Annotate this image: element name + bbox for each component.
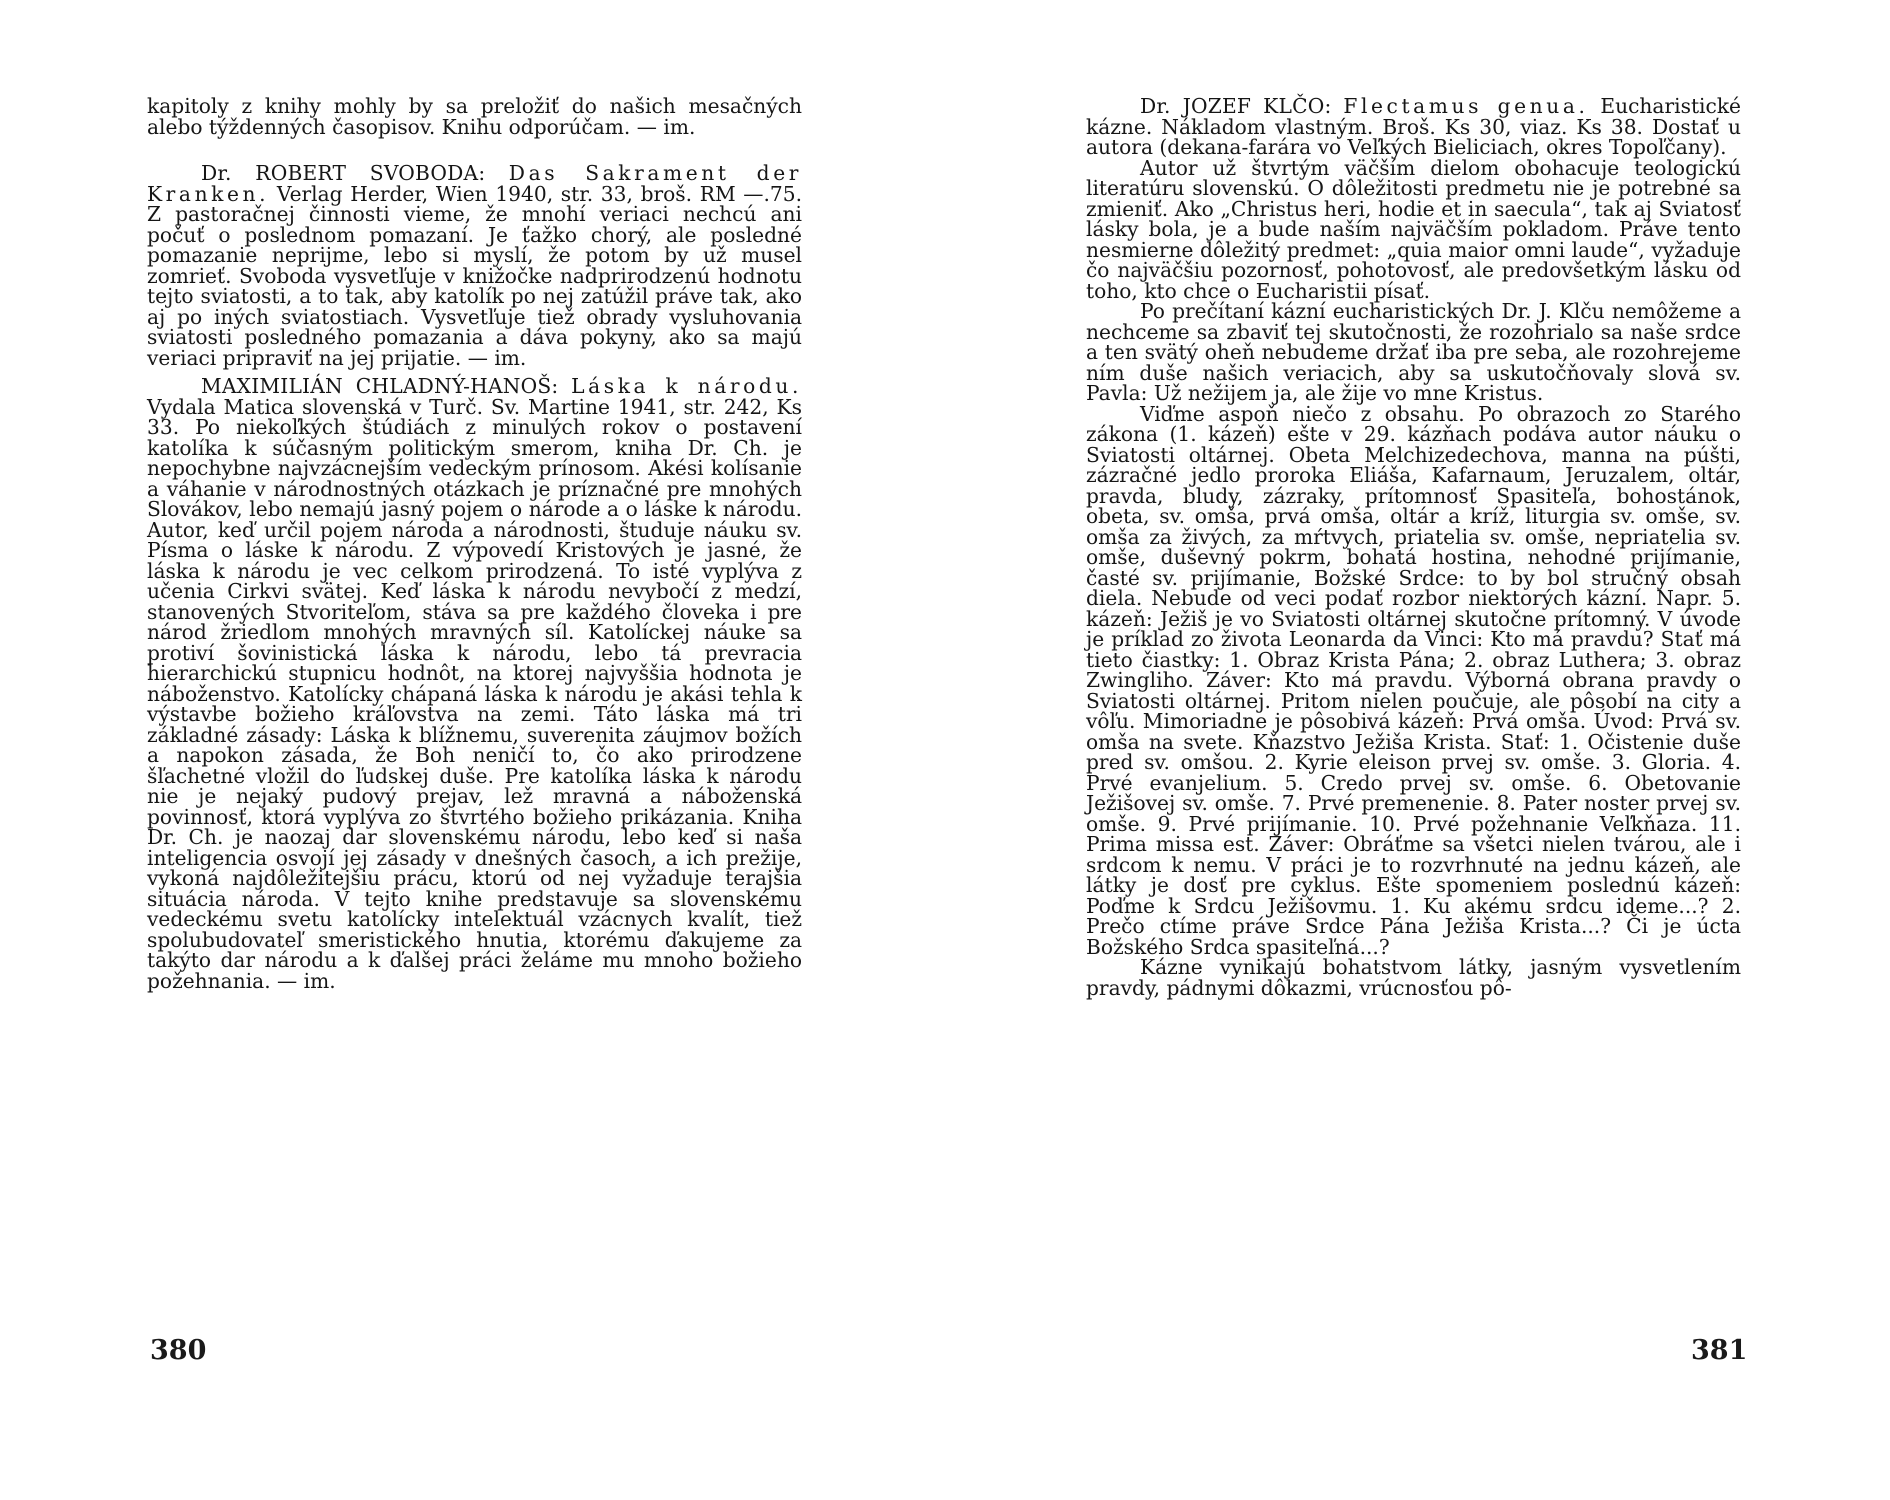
body-paragraph: [1086, 957, 1741, 998]
paragraph-text: kapitoly z knihy mohly by sa preložiť do našich mesačných alebo týždenných časopisov. Knihu odporúčam. — im.: [147, 94, 802, 139]
review-text: Vydala Matica slovenská v Turč. Sv. Martine 1941, str. 242, Ks 33. Po niekoľkých štúdiách z minulých rokov o postavení katolíka k súčasným politickým smerom, kniha Dr. Ch. je nepochybne najvzácnejším vedeckým prínosom. Akési kolísanie a váhanie v národnostných otázkach je príznačné pre mnohých Slovákov, lebo nemajú jasný pojem o národe a o láske k národu. Autor, keď určil pojem národa a národnosti, študuje náuku sv. Písma o láske k národu. Z výpovedí Kristových je jasné, že láska k národu je vec celkom prirodzená. To isté vyplýva z učenia Cirkvi svätej. Keď láska k národu nevybočí z medzí, stanovených Stvoriteľom, stáva sa pre každého človeka i pre národ žriedlom mnohých mravných síl. Katolíckej náuke sa protiví šovinistická láska k národu, lebo tá prevracia hierarchickú stupnicu hodnôt, na ktorej najvyššia hodnota je náboženstvo. Katolícky chápaná láska k národu je akási tehla k výstavbe božieho kráľovstva na zemi. Táto láska má tri základné zásady: Láska k blížnemu, suverenita záujmov božích a napokon zásada, že Boh neničí to, čo ako prirodzene šľachetné vložil do ľudskej duše. Pre katolíka láska k národu nie je nejaký pudový prejav, lež mravná a náboženská povinnosť, ktorá vyplýva zo štvrtého božieho prikázania. Kniha Dr. Ch. je naozaj dar slovenskému národu, lebo keď si naša inteligencia osvojí jej zásady v dnešných časoch, a ich prežije, vykoná najdôležitejšiu prácu, ktorú od nej vyžaduje terajšia situácia národa. V tejto knihe predstavuje sa slovenskému vedeckému svetu katolícky intelektuál vzácnych kvalít, tiež spolubudovateľ smeristického hnutia, ktorému ďakujeme za takýto dar národu a k ďalšej práci želáme mu mnoho božieho požehnania. — im.: [147, 394, 802, 993]
review-book-title: Flectamus genua.: [1343, 94, 1589, 118]
body-paragraph: [1086, 401, 1741, 959]
body-paragraph: [1086, 301, 1741, 404]
review-book-title: Das Sakrament der Kranken.: [147, 161, 803, 206]
paragraph-text: Viďme aspoň niečo z obsahu. Po obrazoch zo Starého zákona (1. kázeň) ešte v 29. kázňach podáva autor náuku o Sviatosti oltárnej. Obeta Melchizedechova, manna na púšti, zázračné jedlo proroka Eliáša, Kafarnaum, Jeruzalem, oltár, pravda, bludy, zázraky, prítomnosť Spasiteľa, bohostánok, obeta, sv. omša, prvá omša, oltár a kríž, liturgia sv. omše, sv. omša za živých, za mŕtvych, priatelia sv. omše, nepriatelia sv. omše, duševný pokrm, bohatá hostina, nehodné prijímanie, časté sv. prijímanie, Božské Srdce: to by bol stručný obsah diela. Nebude od veci podať rozbor niektorých kázní. Napr. 5. kázeň: Ježiš je vo Sviatosti oltárnej skutočne prítomný. V úvode je príklad zo života Leonarda da Vinci: Kto má pravdu? Stať má tieto čiastky: 1. Obraz Krista Pána; 2. obraz Luthera; 3. obraz Zwingliho. Záver: Kto má pravdu. Výborná obrana pravdy o Sviatosti oltárnej. Pritom nielen poučuje, ale pôsobí na city a vôľu. Mimoriadne je pôsobivá kázeň: Prvá omša. Úvod: Prvá sv. omša na svete. Kňazstvo Ježiša Krista. Stať: 1. Očistenie duše pred sv. omšou. 2. Kyrie eleison prvej sv. omše. 3. Gloria. 4. Prvé evanjelium. 5. Credo prvej sv. omše. 6. Obetovanie Ježišovej sv. omše. 7. Prvé premenenie. 8. Pater noster prvej sv. omše. 9. Prvé prijímanie. 10. Prvé požehnanie Veľkňaza. 11. Prima missa est. Záver: Obráťme sa všetci nielen tvárou, ale i srdcom k nemu. V práci je to rozvrhnuté na jednu kázeň, ale látky je dosť pre cyklus. Ešte spomeniem poslednú kázeň: Poďme k Srdcu Ježišovmu. 1. Ku akému srdcu ideme...? 2. Prečo ctíme práve Srdce Pána Ježiša Krista...? Či je úcta Božského Srdca spasiteľná...?: [1086, 401, 1741, 959]
review-author: MAXIMILIÁN CHLADNÝ-HANOŠ:: [201, 374, 559, 398]
review-text: Eucharistické kázne. Nákladom vlastným. Broš. Ks 30, viaz. Ks 38. Dostať u autora (dekana-farára vo Veľkých Bieliciach, okres Topoľčany).: [1086, 94, 1741, 159]
review-book-title: Láska k národu.: [571, 374, 802, 398]
right-page: [1086, 96, 1741, 998]
left-page: [147, 96, 802, 991]
page-number-right: 381: [1691, 1335, 1748, 1366]
review-author: Dr. ROBERT SVOBODA:: [201, 161, 486, 185]
paragraph-text: Kázne vynikajú bohatstvom látky, jasným vysvetlením pravdy, pádnymi dôkazmi, vrúcnosťou pô-: [1086, 955, 1741, 1000]
continuation-paragraph: [147, 96, 802, 137]
review-svoboda: [147, 163, 802, 368]
body-paragraph: [1086, 155, 1741, 303]
review-text: Verlag Herder, Wien 1940, str. 33, broš. RM —.75. Z pastoračnej činnosti vieme, že mnohí veriaci nechcú ani počuť o poslednom pomazaní. Je ťažko chorý, ale posledné pomazanie neprijme, lebo si myslí, že potom by už musel zomrieť. Svoboda vysvetľuje v knižočke nadprirodzenú hodnotu tejto sviatosti, a to tak, aby katolík po nej zatúžil práve tak, ako aj po iných sviatostiach. Vysvetľuje tiež obrady vysluhovania sviatosti posledného pomazania a dáva pokyny, ako sa majú veriaci pripraviť na jej prijatie. — im.: [147, 181, 803, 370]
paragraph-text: Autor už štvrtým väčším dielom obohacuje teologickú literatúru slovenskú. O dôležitosti predmetu nie je potrebné sa zmieniť. Ako „Christus heri, hodie et in saecula“, tak aj Sviatosť lásky bola, je a bude naším najväčším pokladom. Práve tento nesmierne dôležitý predmet: „quia maior omni laude“, vyžaduje čo najväčšiu pozornosť, pohotovosť, ale predovšetkým lásku od toho, kto chce o Eucharistii písať.: [1086, 155, 1741, 303]
review-chladny-hanos: [147, 376, 802, 991]
review-author: Dr. JOZEF KLČO:: [1140, 94, 1332, 118]
page-number-left: 380: [150, 1335, 207, 1366]
paragraph-text: Po prečítaní kázní eucharistických Dr. J. Klču nemôžeme a nechceme sa zbaviť tej skutočnosti, že rozohrialo sa naše srdce a ten svätý oheň nebudeme držať iba pre seba, ale rozohrejeme ním duše našich veriacich, aby sa uskutočňovaly slová sv. Pavla: Už nežijem ja, ale žije vo mne Kristus.: [1086, 299, 1741, 405]
review-klco: [1086, 96, 1741, 158]
